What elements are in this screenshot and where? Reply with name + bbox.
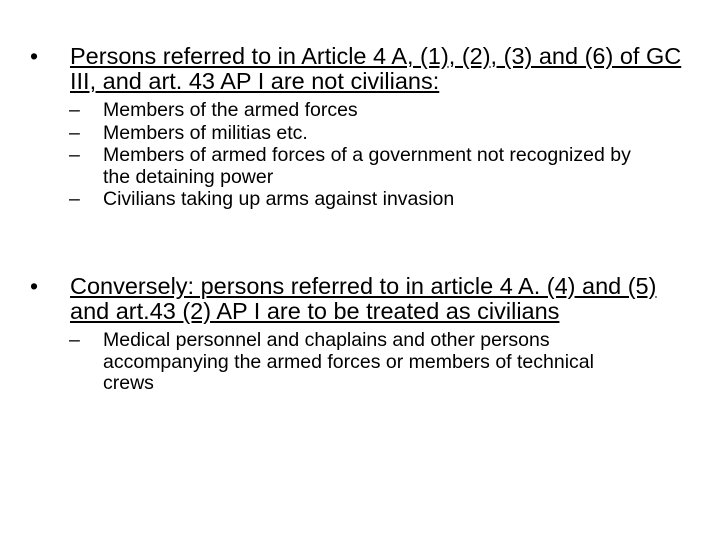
- sub-item: [69, 330, 690, 395]
- bullet-non-civilians: [30, 44, 690, 212]
- sub-marker: –: [69, 121, 80, 144]
- sub-item: [69, 145, 690, 188]
- sub-marker: –: [69, 99, 80, 121]
- sub-item-text: Members of militias etc.: [103, 121, 308, 144]
- sub-marker: –: [69, 329, 80, 351]
- bullet-text: Persons referred to in Article 4 A, (1), (2), (3) and (6) of GC III, and art. 43 AP I are not civilians:: [70, 43, 682, 94]
- sub-item: [69, 123, 690, 145]
- sub-item: [69, 100, 690, 122]
- sub-item: [69, 189, 690, 211]
- bullet-marker: •: [30, 273, 39, 299]
- sub-item-text: Members of armed forces of a government not recognized by the detaining power: [103, 144, 631, 188]
- sub-item-text: Medical personnel and chaplains and other persons accompanying the armed forces or members of technical crews: [103, 329, 594, 394]
- sub-item-text: Civilians taking up arms against invasion: [103, 188, 455, 210]
- sub-list: [30, 330, 690, 395]
- bullet-row: [30, 44, 690, 94]
- sub-marker: –: [69, 188, 80, 210]
- bullet-marker: •: [30, 43, 39, 69]
- bullet-row: [30, 274, 690, 324]
- sub-marker: –: [69, 144, 80, 166]
- sub-list: [30, 100, 690, 211]
- sub-item-text: Members of the armed forces: [103, 99, 358, 121]
- bullet-civilians: [30, 274, 690, 396]
- bullet-text: Conversely: persons referred to in article 4 A. (4) and (5) and art.43 (2) AP I are to be treated as civilians: [70, 273, 657, 324]
